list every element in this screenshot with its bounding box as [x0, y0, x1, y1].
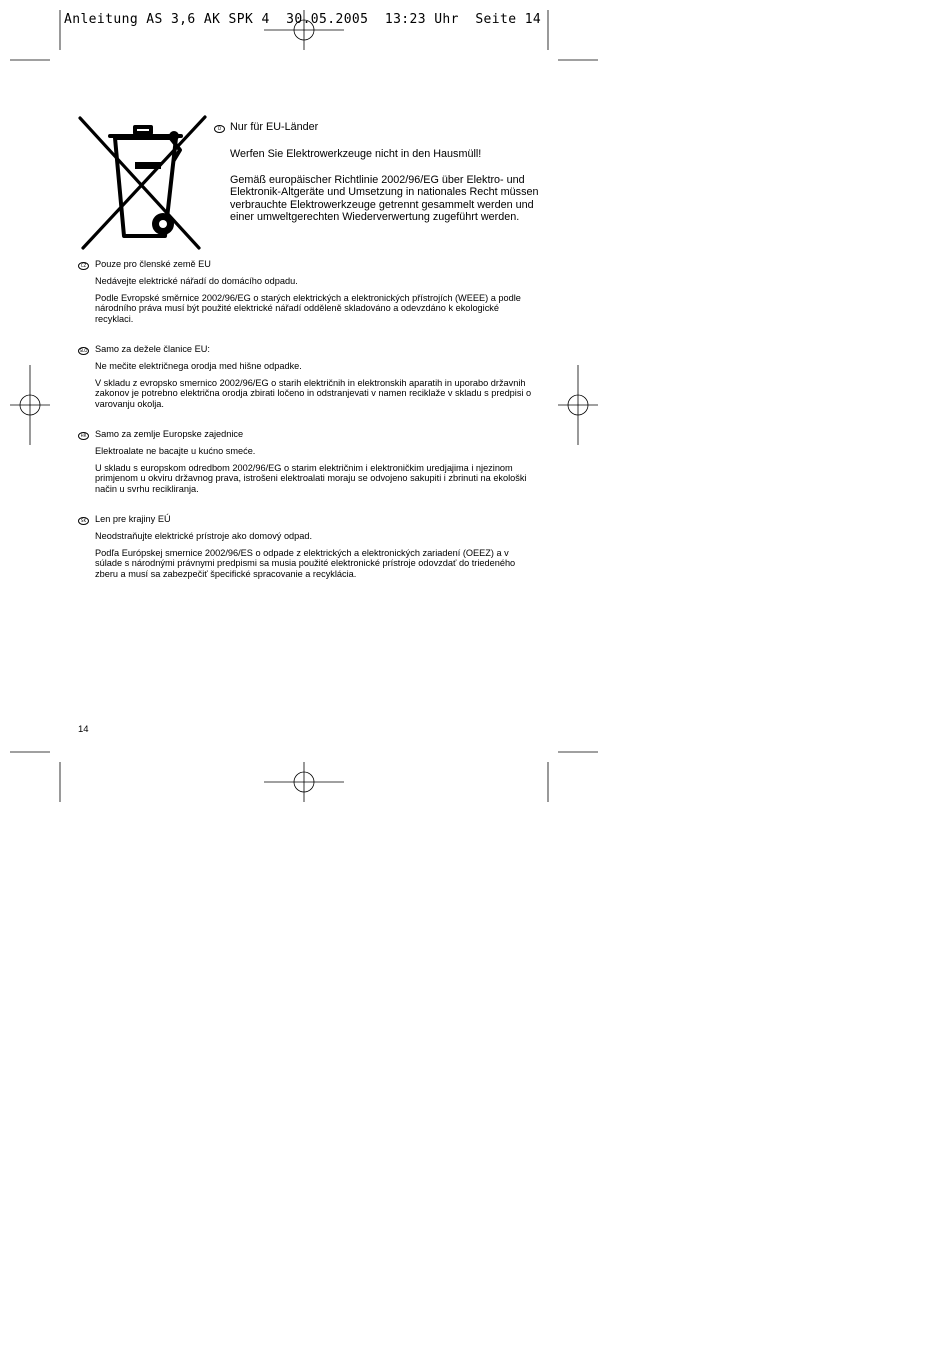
section-paragraph: U skladu s europskom odredbom 2002/96/EG o starim električnim i elektroničkim uredjajima i njezinom primjenom u okviru državnog prava, istrošeni elektroalati moraju se odvojeno sakupiti i zbrinuti na ekološki način u svrhu recikliranja.: [95, 462, 527, 494]
section-title: Nur für EU-Länder: [230, 121, 319, 133]
section-paragraph: V skladu z evropsko smernico 2002/96/EG o starih električnih in elektronskih aparatih in uporabo državnih zakonov je potrebno električna orodja zbirati ločeno in odstranjevati v namen reciklaže v skladu s predpisi o varovanju okolja.: [95, 377, 532, 409]
section-paragraph: Neodstraňujte elektrické prístroje ako domový odpad.: [95, 531, 313, 541]
section-cz: [95, 258, 535, 324]
section-hr: [95, 428, 535, 494]
section-title: Len pre krajiny EÚ: [95, 514, 171, 524]
section-paragraph: Elektroalate ne bacajte u kućno smeće.: [95, 446, 256, 456]
section-paragraph: Ne mečite električnega orodja med hišne odpadke.: [95, 361, 302, 371]
section-paragraph: Podľa Európskej smernice 2002/96/ES o odpade z elektrických a elektronických zariadení (OEEZ) a v súlade s národnými právnymi predpismi sa musia použité elektronické prístroje odovzdať do triedeného zberu a musí sa zabezpečiť špecifické spracovanie a recyklácia.: [95, 547, 516, 579]
language-badge-icon: SLO: [79, 348, 88, 353]
section-sk: [95, 513, 535, 579]
section-de: [230, 121, 540, 224]
section-paragraph: Podle Evropské směrnice 2002/96/EG o starých elektrických a elektronických přístrojích (WEEE) a podle národního práva musí být použité elektrické nářadí odděleně skladováno a odevzdáno k ekologické recyklaci.: [95, 292, 521, 324]
section-title: Samo za zemlje Europske zajednice: [95, 429, 244, 439]
section-title: Samo za dežele članice EU:: [95, 344, 210, 354]
crossed-out-wheelie-bin-icon: [77, 114, 209, 252]
language-badge-icon: CZ: [78, 262, 89, 270]
language-badge-icon: D: [214, 125, 225, 133]
section-paragraph: Nedávejte elektrické nářadí do domácího odpadu.: [95, 276, 298, 286]
page-number: 14: [78, 724, 89, 735]
section-paragraph: Gemäß europäischer Richtlinie 2002/96/EG über Elektro- und Elektronik-Altgeräte und Umsetzung in nationales Recht müssen verbrauchte Elektrowerkzeuge getrennt gesammelt werden und einer umweltgerechten Wiederverwertung zugeführt werden.: [230, 173, 539, 224]
language-badge-icon: HR: [78, 432, 89, 440]
print-slug-header: Anleitung AS 3,6 AK SPK 4 30.05.2005 13:23 Uhr Seite 14: [64, 12, 542, 27]
section-title: Pouze pro členské země EU: [95, 259, 211, 269]
language-badge-icon: SK: [78, 517, 89, 525]
section-slo: [95, 343, 535, 409]
section-paragraph: Werfen Sie Elektrowerkzeuge nicht in den Hausmüll!: [230, 148, 482, 160]
